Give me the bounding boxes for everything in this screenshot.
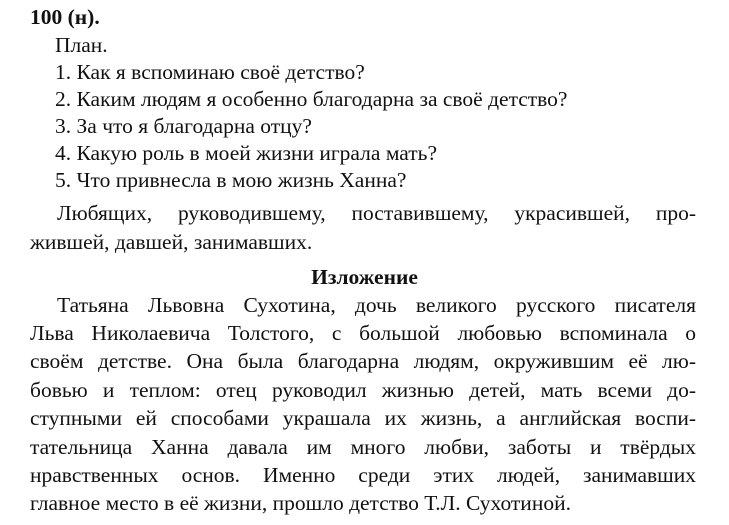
exposition-line: Льва Николаевича Толстого, с большой любовью вспоминала о [30, 321, 696, 345]
exposition-line: ступными ей способами украшала их жизнь, а английская воспи- [30, 406, 696, 430]
exposition-line: главное место в её жизни, прошло детство Т.Л. Сухотиной. [30, 491, 571, 515]
exposition-line: бовью и теплом: отец руководил жизнью детей, мать всеми до- [30, 378, 696, 402]
plan-heading: План. [55, 33, 108, 57]
exposition-line: нравственных основ. Именно среди этих людей, занимавших [30, 463, 696, 487]
exposition-line: тательница Ханна давала им много любви, заботы и твёрдых [30, 435, 696, 459]
plan-item: 5. Что привнесла в мою жизнь Ханна? [55, 168, 407, 192]
exposition-line: своём детстве. Она была благодарна людям, окружившим её лю- [30, 349, 696, 373]
word-list-line: жившей, давшей, занимавших. [30, 230, 313, 254]
word-list-line: Любящих, руководившему, поставившему, украсившей, про- [57, 201, 696, 225]
plan-item: 4. Какую роль в моей жизни играла мать? [55, 141, 438, 165]
exposition-line: Татьяна Львовна Сухотина, дочь великого русского писателя [57, 293, 696, 317]
plan-item: 1. Как я вспоминаю своё детство? [55, 60, 365, 84]
section-title: Изложение [311, 265, 418, 289]
plan-item: 3. За что я благодарна отцу? [55, 114, 312, 138]
plan-item: 2. Каким людям я особенно благодарна за своё детство? [55, 87, 568, 111]
exercise-number: 100 (н). [30, 5, 100, 29]
